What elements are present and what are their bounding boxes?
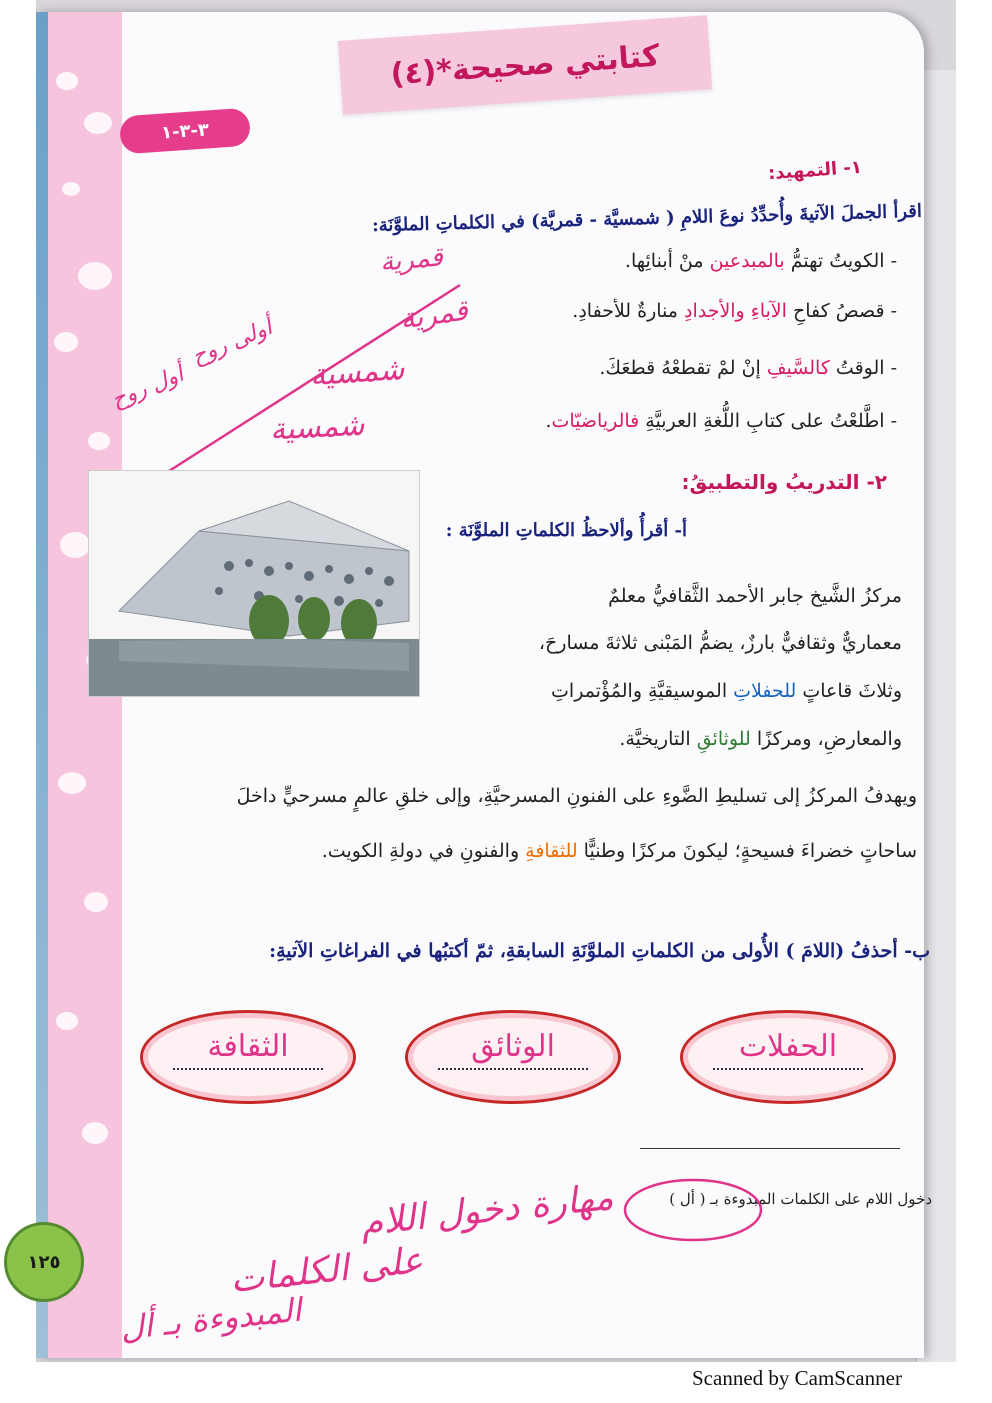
colored-word: للثقافةِ [525,840,578,862]
section1-instruction: اقرأ الجملَ الآتيةَ وأُحدِّدُ نوعَ اللامِ ( شمسيَّة - قمريَّة) في الكلماتِ الملوَّنَة: [371,200,923,237]
decor-dot [56,1012,78,1030]
handwritten-skill-note-2: على الكلمات [228,1240,425,1301]
paragraph-line-3 [551,680,902,702]
sentence-4 [545,410,897,432]
dotted-line [713,1068,863,1070]
sub-a-instruction: أ- أقرأُ وألاحظُ الكلماتِ الملوَّنَة : [445,520,687,541]
paragraph-text: والفنونِ في دولةِ الكويت. [321,840,526,862]
dotted-line [438,1068,588,1070]
sentence-3 [599,357,897,379]
sentence-text: - الكويتُ تهتمُّ [784,250,897,272]
building-illustration [89,471,419,696]
circle-mark [618,1170,768,1250]
book-spine [36,12,48,1358]
paragraph-line-2: معماريٌّ وثقافيٌّ بارزٌ، يضمُّ المَبْنى ثلاثةَ مسارحَ، [538,632,902,654]
decor-dot [84,112,112,134]
paragraph-line-6 [322,840,917,862]
decor-dot [60,532,90,558]
colored-word: بالمبدعين [709,250,785,272]
paragraph-text: وثلاثَ قاعاتٍ [796,680,902,702]
pen-stroke [150,270,470,490]
colored-word: للوثائقِ [696,728,751,750]
answer-oval-3 [140,1010,356,1104]
paragraph-line-1: مركزُ الشَّيخ جابر الأحمد الثَّقافيُّ معلمٌ [608,585,902,607]
sentence-text: - اطَّلعْتُ على كتابِ اللُّغةِ العربيَّةِ [639,410,897,432]
colored-word: فالرياضيّات [551,410,640,432]
footnote-divider [640,1148,900,1149]
decor-dot [78,262,112,290]
handwritten-answer-1: قمرية [378,242,445,278]
colored-word: الآباءِ والأجدادِ [683,300,787,322]
paragraph-line-4 [619,728,902,750]
handwritten-oval-answer: الثقافة [207,1029,289,1064]
decor-dot [84,892,108,912]
margin-scribble-2: أولى روح [188,315,276,370]
sentence-2 [572,300,897,322]
decor-dot [54,332,78,352]
paragraph-text: والمعارضِ، ومركزًا [750,728,902,750]
scanner-watermark: Scanned by CamScanner [692,1366,902,1390]
paragraph-text: ساحاتٍ خضراءَ فسيحةٍ؛ ليكونَ مركزًا وطنيًّا [577,840,917,862]
sentence-text: - قصصُ كفاحِ [786,300,897,322]
answer-oval-2 [405,1010,621,1104]
decor-dot [56,72,78,90]
page-number: ١٢٥ [27,1251,61,1273]
decor-dot [62,182,80,196]
answer-oval-1 [680,1010,896,1104]
page-number-badge [4,1222,84,1302]
decor-dot [82,1122,108,1144]
handwritten-oval-answer: الوثائق [471,1029,555,1064]
skill-footnote: دخول اللام على الكلمات المبدوءة بـ ( أل ) [669,1190,932,1208]
sentence-text: إنْ لمْ تقطعْهُ قطعَكَ. [599,357,767,379]
sentence-text: منْ أبنائِها. [624,250,710,272]
section1-heading: ١- التمهيد: [767,156,863,185]
sub-b-instruction: ب- أحذفُ (اللامَ ) الأُولى من الكلماتِ الملوَّنَةِ السابقةِ، ثمّ أكتبُها في الفراغاتِ الآتيةِ: [269,940,930,962]
paragraph-line-5: ويهدفُ المركزُ إلى تسليطِ الضَّوءِ على الفنونِ المسرحيَّةِ، وإلى خلقِ عالمٍ مسرحيٍّ داخلَ [236,785,917,807]
margin-scribble-1: أول روح [108,361,188,414]
dotted-line [173,1068,323,1070]
sentence-text: . [545,410,552,432]
paragraph-text: الموسيقيَّةِ والمُؤْتمراتِ [551,680,734,702]
paragraph-text: التاريخيَّة. [619,728,697,750]
colored-word: كالسَّيفِ [766,357,830,379]
page-title: كتابتي صحيحة*(٤) [389,38,661,92]
handwritten-skill-note-1: مهارة دخول اللام [358,1176,616,1245]
handwritten-answer-2: قمرية [398,293,470,336]
building-photo [88,470,420,697]
handwritten-skill-note-3: المبدوءة بـ أل [118,1290,304,1348]
section2-heading: ٢- التدريبُ والتطبيقُ: [681,470,887,494]
handwritten-oval-answer: الحفلات [738,1029,838,1064]
sentence-text: - الوقتُ [829,357,897,379]
colored-word: للحفلاتِ [733,680,797,702]
handwritten-answer-4: شمسية [269,407,366,448]
decor-dot [88,432,110,450]
lesson-code-badge: ٣-٣-١ [119,108,251,155]
sentence-text: منارةٌ للأحفادِ. [572,300,684,322]
sentence-1 [625,250,897,272]
decor-dot [58,772,86,794]
handwritten-answer-3: شمسية [308,351,406,394]
